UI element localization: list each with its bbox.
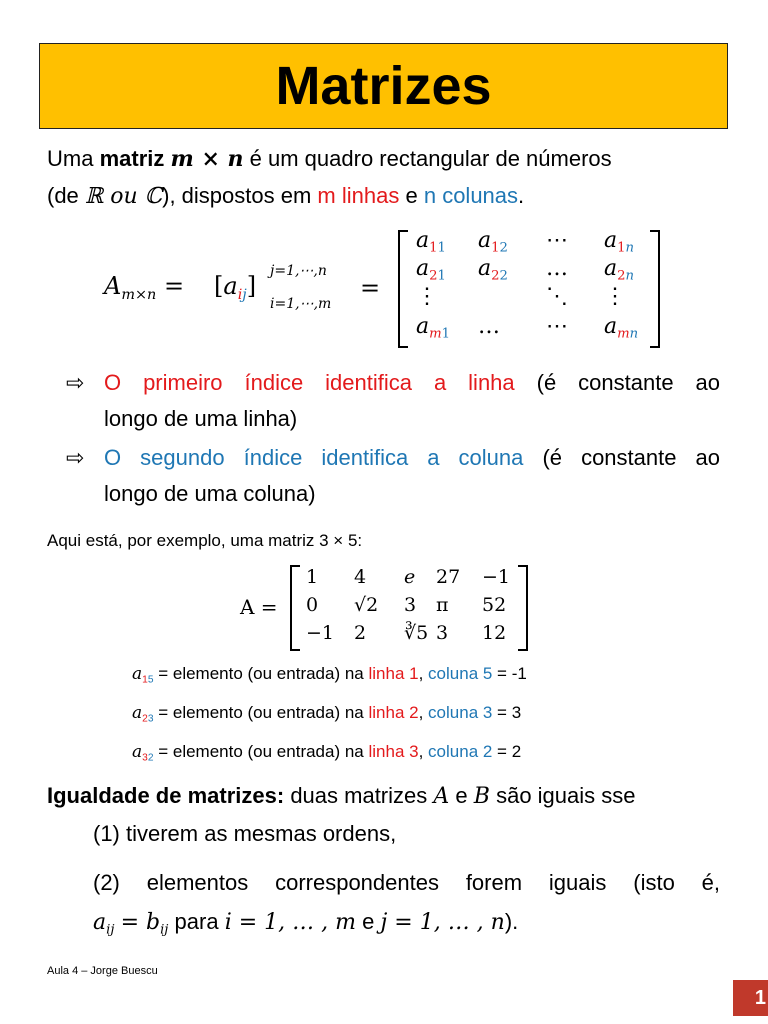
cond-sub-2: ij [160, 922, 169, 938]
matrix-entry: $a_{21}$ [416, 256, 446, 284]
matrix-entry: $a_{12}$ [478, 228, 508, 256]
bullet-2-line-2: longo de uma coluna) [104, 481, 316, 506]
bullet-arrow-icon: ⇨ [66, 445, 85, 470]
matrix-entry: $a_{2n}$ [604, 256, 635, 284]
entry-line: $a_{23}$ = elemento (ou entrada) na linha 2, coluna 3 = 3 [132, 703, 522, 725]
cond-end: ). [504, 909, 519, 934]
example-matrix-entry: 12 [482, 622, 507, 644]
lhs-A: A [104, 272, 122, 300]
example-matrix-entry: √2 [354, 594, 379, 616]
number-sets: ℝ ou ℂ [84, 184, 163, 209]
intro-line-1 [47, 140, 612, 178]
equality-item-2-cont [93, 903, 518, 949]
general-matrix-right-bracket [650, 230, 660, 348]
bullet-1-rest: (é constante ao [536, 370, 720, 395]
equality-text: duas matrizes [290, 783, 428, 808]
matrix-entry: ⋱ [546, 284, 568, 309]
example-matrix-entry: ∛5 [404, 622, 429, 644]
intro-text: Uma [47, 146, 94, 171]
cond-sub-1: ij [106, 922, 115, 938]
m-linhas: m linhas [317, 183, 400, 208]
bullet-1-line-1 [104, 364, 720, 401]
matrix-entry: ⋯ [546, 314, 568, 339]
matrix-entry: ⋮ [416, 284, 438, 309]
equality-item-1: (1) tiverem as mesmas ordens, [93, 821, 397, 846]
equality-item-2: (2) elementos correspondentes forem iguais (isto é, [93, 870, 720, 895]
matrix-entry: $a_{22}$ [478, 256, 508, 284]
matrix-entry: ⋯ [546, 228, 568, 253]
j-range: j = 1, … , n [380, 910, 505, 935]
conj-e-3: e [362, 909, 375, 934]
example-matrix-entry: −1 [306, 622, 335, 644]
bullet-2-line-1 [104, 439, 720, 476]
cond-a: a [93, 910, 107, 935]
general-matrix-left-bracket [398, 230, 408, 348]
equality-heading: Igualdade de matrizes: [47, 783, 285, 808]
example-matrix-entry: 2 [354, 622, 367, 644]
aij-j: j [242, 287, 247, 304]
example-intro: Aqui está, por exemplo, uma matriz 3 × 5: [47, 531, 363, 550]
aij-bracket: $[a_{ij}]$ [214, 272, 257, 304]
matrix-lhs [104, 272, 184, 303]
equality-line-1 [47, 777, 636, 815]
intro-line-2 [47, 177, 524, 215]
conj-e-2: e [455, 783, 468, 808]
intro-text-4: ), dispostos em [162, 183, 312, 208]
matrix-entry: $a_{mn}$ [604, 314, 639, 342]
bullet-1-colored: O primeiro índice identifica a linha [104, 370, 515, 395]
intro-text-2: é um quadro rectangular de números [249, 146, 612, 171]
equals-1: = [163, 272, 185, 300]
bullet-2-rest: (é constante ao [542, 445, 720, 470]
cond-eq-b: = b [120, 910, 161, 935]
bullet-arrow-icon: ⇨ [66, 370, 85, 395]
equals-2: = [360, 274, 381, 302]
aij-i: i [237, 287, 243, 304]
example-matrix-entry: 3 [436, 622, 449, 644]
example-matrix-entry: 52 [482, 594, 507, 616]
page-title: Matrizes [275, 56, 492, 116]
period: . [518, 183, 525, 208]
example-label-text: A = [240, 595, 278, 619]
i-range: i = 1, … , m [224, 910, 356, 935]
example-label [240, 595, 278, 619]
example-matrix-body [296, 566, 520, 650]
matrix-A: A [433, 784, 450, 809]
intro-text-3: (de [47, 183, 79, 208]
equality-rest: são iguais sse [496, 783, 636, 808]
dims-m-by-n: m × n [170, 146, 244, 172]
para: para [174, 909, 219, 934]
sub-range: i=1,⋯,m [270, 296, 332, 312]
matrix-B: B [473, 784, 490, 809]
example-matrix-entry: e [404, 566, 416, 588]
matrix-entry: … [546, 256, 568, 281]
bullet-1-line-2: longo de uma linha) [104, 406, 298, 431]
general-matrix-body [410, 228, 650, 348]
matrix-entry: $a_{1n}$ [604, 228, 635, 256]
lhs-sub: m×n [121, 287, 157, 304]
example-matrix-entry: 4 [354, 566, 367, 588]
page-number: 1 [733, 980, 768, 1016]
example-matrix-entry: π [436, 594, 449, 616]
example-matrix-entry: 0 [306, 594, 319, 616]
bold-term-matriz: matriz [99, 146, 165, 171]
matrix-entry: $a_{m1}$ [416, 314, 451, 342]
conj-e: e [405, 183, 418, 208]
bullet-2-colored: O segundo índice identifica a coluna [104, 445, 524, 470]
aij-a: a [223, 272, 238, 300]
footer: Aula 4 – Jorge Buescu [47, 965, 158, 977]
entry-line: $a_{32}$ = elemento (ou entrada) na linha 3, coluna 2 = 2 [132, 742, 522, 764]
matrix-entry: … [478, 314, 500, 339]
title-banner [39, 43, 728, 129]
entry-line: $a_{15}$ = elemento (ou entrada) na linha 1, coluna 5 = -1 [132, 664, 527, 686]
matrix-entry: ⋮ [604, 284, 626, 309]
sup-range: j=1,⋯,n [270, 263, 327, 279]
example-matrix-entry: 27 [436, 566, 461, 588]
n-colunas: n colunas [423, 183, 519, 208]
example-matrix-entry: 3 [404, 594, 417, 616]
example-matrix-entry: 1 [306, 566, 319, 588]
matrix-entry: $a_{11}$ [416, 228, 446, 256]
example-matrix-entry: −1 [482, 566, 511, 588]
